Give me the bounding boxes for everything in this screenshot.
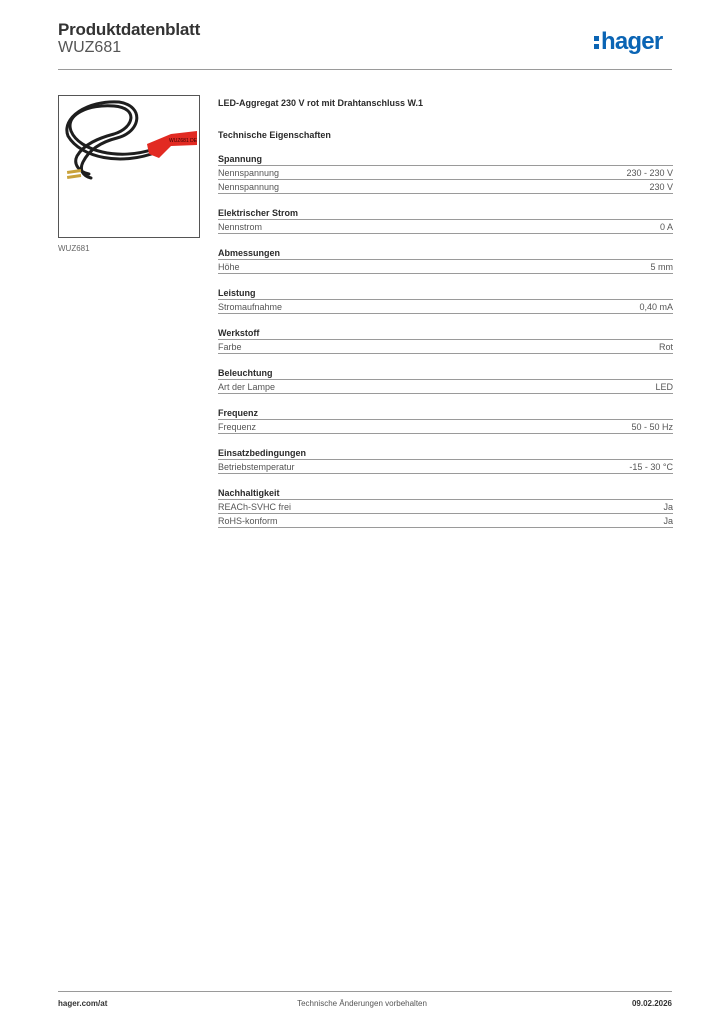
spec-section-title: Spannung (218, 153, 673, 166)
spec-row (218, 514, 673, 528)
spec-section-title: Leistung (218, 287, 673, 300)
spec-section-title: Einsatzbedingungen (218, 447, 673, 460)
spec-label: Betriebstemperatur (218, 462, 295, 472)
footer-note: Technische Änderungen vorbehalten (297, 999, 427, 1008)
spec-section (218, 487, 673, 528)
spec-section-title: Nachhaltigkeit (218, 487, 673, 500)
spec-section (218, 287, 673, 314)
spec-value: 0,40 mA (639, 302, 673, 312)
product-image (58, 95, 200, 238)
footer-divider (58, 991, 672, 992)
spec-value: 0 A (659, 222, 673, 232)
spec-section (218, 153, 673, 194)
hager-logo (594, 28, 662, 56)
spec-section (218, 367, 673, 394)
footer-date: 09.02.2026 (631, 999, 672, 1008)
spec-value: Ja (663, 502, 673, 512)
page-title: Produktdatenblatt (58, 20, 201, 39)
spec-value: 50 - 50 Hz (631, 422, 673, 432)
spec-row (218, 220, 673, 234)
spec-row (218, 180, 673, 194)
spec-value: 230 - 230 V (626, 168, 673, 178)
spec-row (218, 460, 673, 474)
spec-label: Höhe (218, 262, 240, 272)
spec-label: Nennspannung (218, 168, 280, 178)
product-number: WUZ681 (58, 39, 122, 56)
spec-label: REACh-SVHC frei (218, 502, 292, 512)
spec-section (218, 247, 673, 274)
spec-value: 5 mm (650, 262, 673, 272)
spec-section (218, 407, 673, 434)
spec-value: 230 V (649, 182, 673, 192)
header-divider (58, 69, 672, 70)
spec-section-title: Beleuchtung (218, 367, 673, 380)
spec-section (218, 207, 673, 234)
spec-label: Farbe (218, 342, 242, 352)
spec-label: Frequenz (218, 422, 257, 432)
spec-heading: Technische Eigenschaften (218, 130, 331, 140)
spec-section (218, 447, 673, 474)
spec-label: Nennspannung (218, 182, 280, 192)
spec-row (218, 500, 673, 514)
spec-section-title: Elektrischer Strom (218, 207, 673, 220)
spec-label: Art der Lampe (218, 382, 276, 392)
spec-content (218, 97, 673, 541)
product-label-print: WUZ681 DE (169, 138, 198, 144)
spec-row (218, 340, 673, 354)
spec-sections (218, 153, 673, 528)
spec-section (218, 327, 673, 354)
spec-row (218, 166, 673, 180)
logo-text: hager (601, 28, 663, 55)
led-cable-illustration (59, 96, 199, 237)
spec-label: Nennstrom (218, 222, 263, 232)
spec-section-title: Frequenz (218, 407, 673, 420)
footer-website-link[interactable]: hager.com/at (58, 999, 108, 1008)
spec-row (218, 380, 673, 394)
spec-value: Ja (663, 516, 673, 526)
spec-value: Rot (658, 342, 673, 352)
spec-section-title: Abmessungen (218, 247, 673, 260)
logo-dots-icon (594, 34, 599, 50)
product-name: LED-Aggregat 230 V rot mit Drahtanschluss W.1 (218, 98, 424, 108)
spec-row (218, 420, 673, 434)
spec-row (218, 300, 673, 314)
spec-value: -15 - 30 °C (629, 462, 673, 472)
spec-row (218, 260, 673, 274)
image-caption: WUZ681 (58, 244, 90, 253)
spec-label: RoHS-konform (218, 516, 278, 526)
spec-value: LED (655, 382, 673, 392)
spec-section-title: Werkstoff (218, 327, 673, 340)
spec-label: Stromaufnahme (218, 302, 283, 312)
